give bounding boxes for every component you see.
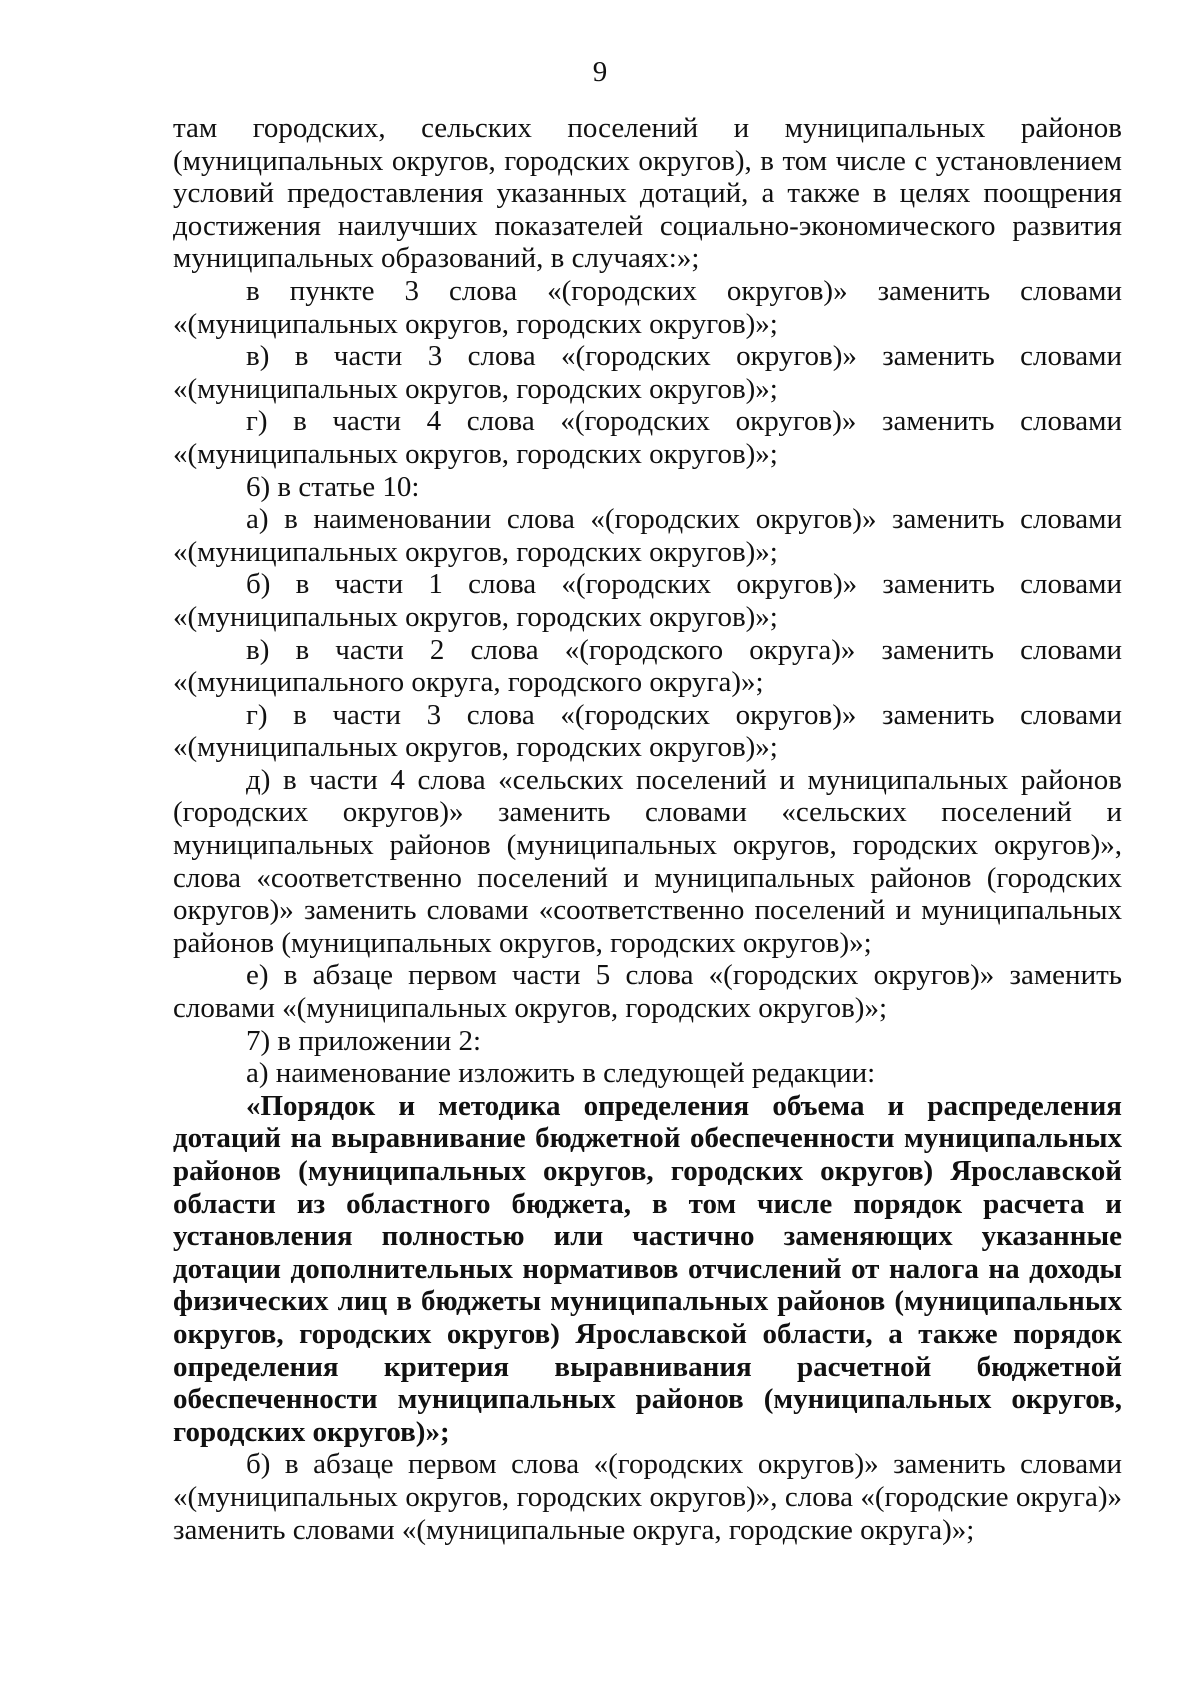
paragraph-item-point-3: в пункте 3 слова «(городских округов)» заменить словами «(муниципальных округов, городских округов)»; [173,274,1122,340]
paragraph-item-v-part-3: в) в части 3 слова «(городских округов)» заменить словами «(муниципальных округов, городских округов)»; [173,340,1122,405]
paragraph-item-a-new-title: а) наименование изложить в следующей редакции: [246,1057,876,1090]
paragraph-bold-title: «Порядок и методика определения объема и распределения дотаций на выравнивание бюджетной обеспеченности муниципальных районов (муниципальных округов, городских округов) Ярославской области из областного бюджета, в том числе порядок расчета и установления полностью или частично заменяющих указанные дотации дополнительных нормативов отчислений от налога на доходы физических лиц в бюджеты муниципальных районов (муниципальных округов, городских округов) Ярославской области, а также порядок определения критерия выравнивания расчетной бюджетной обеспеченности муниципальных районов (муниципальных округов, городских округов)»; [173,1089,1122,1448]
document-body [173,112,1122,1546]
paragraph-item-b-first-paragraph: б) в абзаце первом слова «(городских округов)» заменить словами «(муниципальных округов, городских округов)», слова «(городские округа)» заменить словами «(муниципальные округа, городские округа)»; [173,1448,1122,1546]
paragraph-item-e-part-5: е) в абзаце первом части 5 слова «(городских округов)» заменить словами «(муниципальных округов, городских округов)»; [173,959,1122,1025]
paragraph-item-b-part-1: б) в части 1 слова «(городских округов)» заменить словами «(муниципальных округов, городских округов)»; [173,568,1122,633]
paragraph-item-7-appendix-2: 7) в приложении 2: [246,1024,482,1057]
paragraph-continuation: там городских, сельских поселений и муниципальных районов (муниципальных округов, городских округов), в том числе с установлением условий предоставления указанных дотаций, а также в целях поощрения достижения наилучших показателей социально-экономического развития муниципальных образований, в случаях:»; [173,112,1122,275]
page-number: 9 [592,56,608,88]
paragraph-item-g-part-4: г) в части 4 слова «(городских округов)» заменить словами «(муниципальных округов, городских округов)»; [173,405,1122,470]
paragraph-item-v-part-2: в) в части 2 слова «(городского округа)» заменить словами «(муниципального округа, городского округа)»; [173,633,1122,699]
paragraph-item-g-part-3: г) в части 3 слова «(городских округов)» заменить словами «(муниципальных округов, городских округов)»; [173,698,1122,764]
paragraph-item-a-title: а) в наименовании слова «(городских округов)» заменить словами «(муниципальных округов, городских округов)»; [173,503,1122,568]
paragraph-item-d-part-4: д) в части 4 слова «сельских поселений и муниципальных районов (городских округов)» заменить словами «сельских поселений и муниципальных районов (муниципальных округов, городских округов)», слова «соответственно поселений и муниципальных районов (городских округов)» заменить словами «соответственно поселений и муниципальных районов (муниципальных округов, городских округов)»; [173,763,1122,959]
paragraph-item-6-article-10: 6) в статье 10: [246,470,420,503]
